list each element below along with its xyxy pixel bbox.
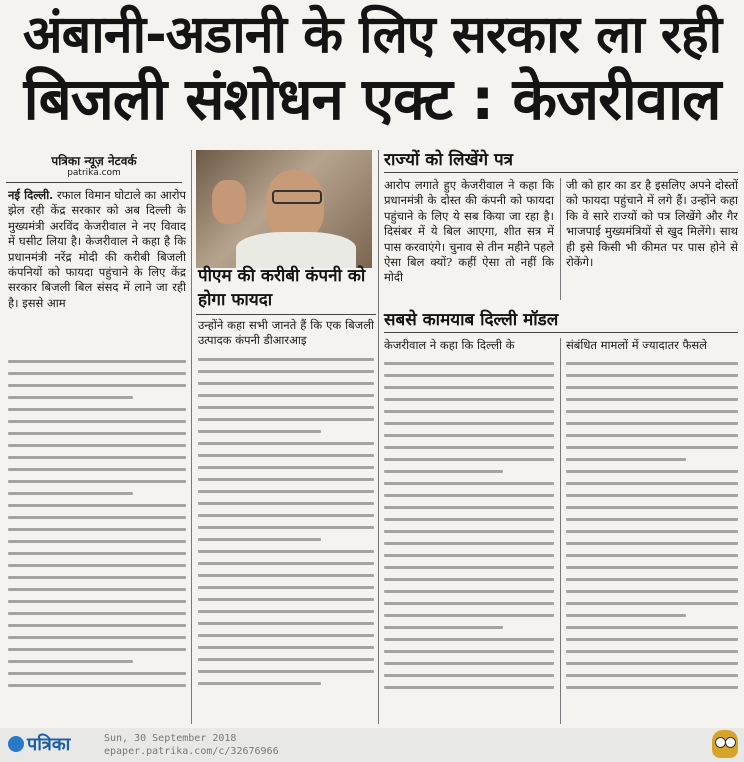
column-divider-1: [191, 150, 192, 724]
footer-brand: पत्रिका: [27, 734, 71, 755]
column-4-faded-text: [566, 362, 738, 722]
patrika-logo-icon: [8, 736, 24, 752]
dateline: नई दिल्ली.: [8, 188, 54, 202]
article-column-2: [198, 318, 374, 352]
article-column-1: [8, 188, 186, 354]
byline-rule: [6, 182, 182, 183]
owl-icon: [712, 730, 738, 758]
subhead-pm-company: पीएम की करीबी कंपनी को होगा फायदा: [198, 266, 366, 310]
patrika-logo: [8, 732, 70, 756]
subhead-delhi-model: सबसे कामयाब दिल्ली मॉडल: [384, 308, 738, 333]
article-column-3a: [384, 178, 554, 302]
headline-line-2: बिजली संशोधन एक्ट : केजरीवाल: [23, 65, 721, 133]
column-3d-text: संबंधित मामलों में ज्यादातर फैसले: [566, 338, 707, 352]
column-3c-text: केजरीवाल ने कहा कि दिल्ली के: [384, 338, 515, 352]
article-column-3b: [566, 178, 738, 302]
photo-hand: [212, 180, 246, 224]
column-3-faded-text: [384, 362, 554, 722]
column-1-text: रफाल विमान घोटाले का आरोप झेल रही केंद्र सरकार को अब दिल्ली के मुख्यमंत्री अरविंद केजरीवाल ने नए विवाद में घसीट लिया है। केजरीवाल ने कहा है कि प्रधानमंत्री नरेंद्र मोदी की करीबी बिजली कंपनियों को फायदा पहुंचाने के लिए केंद्र सरकार बिजली बिल संसद में लाने जा रही है। इससे आम: [8, 188, 186, 310]
owl-eye-right: [725, 737, 736, 748]
column-2-faded-text: [198, 358, 374, 722]
column-1-faded-text: [8, 360, 186, 722]
photo-glasses: [272, 190, 322, 204]
photo-face: [266, 170, 324, 240]
column-3b-text: जी को हार का डर है इसलिए अपने दोस्तों को फायदा पहुंचाने में लगे हैं। उन्होंने कहा कि वे सारे राज्यों को पत्र लिखेंगे और गैर भाजपाई मुख्यमंत्रियों से खुद मिलेंगे। साथ ही इसे किसी भी कीमत पर पास होने से रोकेंगे।: [566, 178, 738, 270]
footer-date: Sun, 30 September 2018: [104, 733, 237, 744]
photo-body: [236, 232, 356, 268]
byline-site: patrika.com: [67, 168, 121, 178]
byline-agency: पत्रिका न्यूज़ नेटवर्क: [51, 154, 137, 168]
column-divider-2: [378, 150, 379, 724]
kejriwal-photo: [196, 150, 372, 268]
footer-url[interactable]: epaper.patrika.com/c/32676966: [104, 746, 279, 757]
column-2-text: उन्होंने कहा सभी जानते हैं कि एक बिजली उत्पादक कंपनी डीआरआइ: [198, 318, 374, 348]
subhead-states-letter: राज्यों को लिखेंगे पत्र: [384, 148, 738, 173]
column-divider-3: [560, 178, 561, 300]
article-column-3c: [384, 338, 554, 356]
subhead-1-rule: [196, 314, 376, 315]
article-column-3d: [566, 338, 738, 356]
headline-line-1: अंबानी-अडानी के लिए सरकार ला रही: [22, 5, 722, 65]
column-3a-text: आरोप लगाते हुए केजरीवाल ने कहा कि प्रधानमंत्री के दोस्त की कंपनी को फायदा पहुंचाने के लिए ये सब किया जा रहा है। दिसंबर में ये बिल आएगा, शीत सत्र में पास करवाएंगे। चुनाव से तीन महीने पहले ऐसा बिल क्यों? कहीं ऐसा तो नहीं कि मोदी: [384, 178, 554, 285]
column-divider-4: [560, 338, 561, 724]
